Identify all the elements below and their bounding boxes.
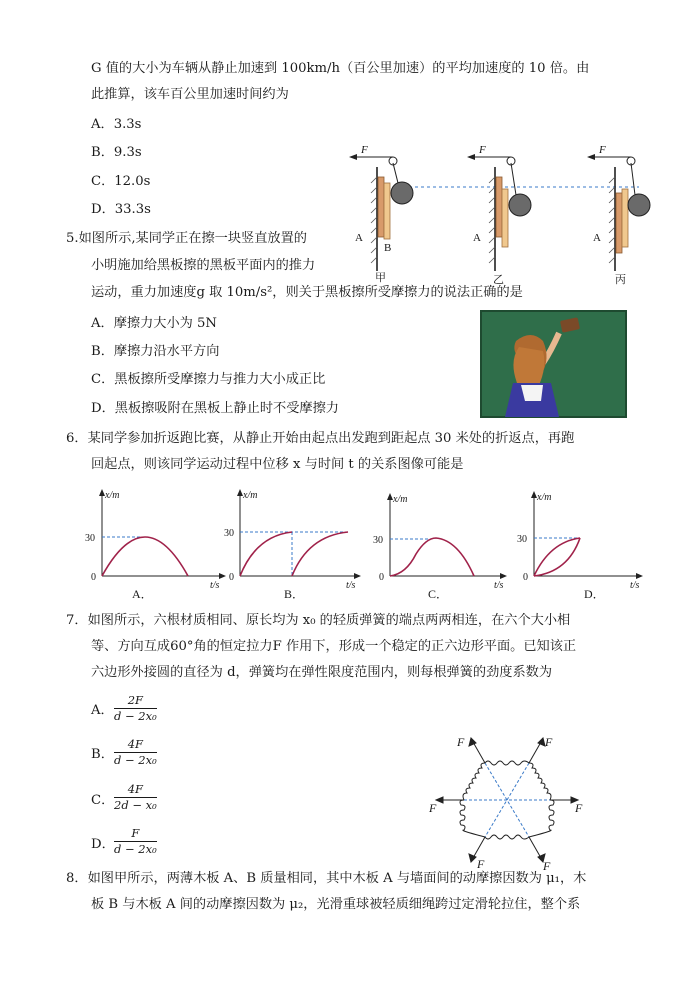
q7-option-a-fraction bbox=[114, 693, 157, 724]
panel-yi-force-label: F bbox=[479, 144, 486, 156]
graph-b-x-axis-label: t/s bbox=[346, 580, 356, 591]
panel-bing bbox=[587, 144, 650, 286]
q7-option-c-numerator: 4F bbox=[114, 782, 157, 798]
q5-option-c: C．黑板擦所受摩擦力与推力大小成正比 bbox=[91, 372, 326, 387]
q7-option-c-denominator: 2d − x₀ bbox=[114, 798, 157, 812]
hexagon-force-label-top-left: F bbox=[457, 735, 465, 749]
board-ball-figure bbox=[335, 143, 665, 286]
q7-option-c-fraction bbox=[114, 782, 157, 813]
graph-b bbox=[226, 488, 366, 600]
q5-text-line2: 小明施加给黑板擦的黑板平面内的推力 bbox=[91, 258, 316, 273]
q4-option-d: D．33.3s bbox=[91, 202, 151, 217]
q5-option-d: D．黑板擦吸附在黑板上静止时不受摩擦力 bbox=[91, 401, 339, 416]
q7-option-a-letter: A． bbox=[91, 703, 114, 718]
q7-option-d-denominator: d − 2x₀ bbox=[114, 842, 157, 856]
graph-c bbox=[373, 488, 516, 601]
panel-jia bbox=[349, 144, 413, 284]
q7-option-d-letter: D． bbox=[91, 837, 115, 852]
graph-d-y-tick: 30 bbox=[517, 534, 527, 545]
hexagon-force-label-bottom-right: F bbox=[543, 859, 551, 873]
q4-option-b: B．9.3s bbox=[91, 145, 142, 160]
hexagon-force-label-top-right: F bbox=[545, 735, 553, 749]
graph-c-x-axis-label: t/s bbox=[494, 580, 504, 591]
panel-jia-label-a: A bbox=[355, 232, 363, 244]
q4-option-a: A．3.3s bbox=[91, 117, 142, 132]
q7-option-d-fraction bbox=[114, 826, 157, 857]
q7-text-line2: 等、方向互成60°角的恒定拉力F 作用下，形成一个稳定的正六边形平面。已知该正 bbox=[91, 639, 577, 654]
graph-a-y-axis-label: x/m bbox=[105, 490, 120, 501]
graph-d-y-axis-label: x/m bbox=[537, 492, 552, 503]
q5-option-a: A．摩擦力大小为 5N bbox=[91, 316, 217, 331]
q8-text-line2: 板 B 与木板 A 间的动摩擦因数为 μ₂，光滑重球被轻质细绳跨过定滑轮拉住，整个系 bbox=[91, 897, 581, 912]
q7-option-d-numerator: F bbox=[114, 826, 157, 842]
q7-option-a-denominator: d − 2x₀ bbox=[114, 709, 157, 723]
q7-option-c-letter: C． bbox=[91, 793, 115, 808]
panel-jia-label-b: B bbox=[384, 242, 392, 254]
panel-bing-force-label: F bbox=[599, 144, 606, 156]
q7-option-b-numerator: 4F bbox=[114, 737, 157, 753]
q5-option-b: B．摩擦力沿水平方向 bbox=[91, 344, 220, 359]
graph-a-label: A． bbox=[132, 587, 153, 601]
q5-text-line3: 运动，重力加速度g 取 10m/s²，则关于黑板擦所受摩擦力的说法正确的是 bbox=[91, 285, 523, 300]
graph-a-origin: 0 bbox=[91, 572, 96, 583]
q6-text-line1: 6．某同学参加折返跑比赛，从静止开始由起点出发跑到距起点 30 米处的折返点，再跑 bbox=[66, 431, 575, 446]
hexagon-force-label-left: F bbox=[429, 801, 437, 815]
graph-b-y-tick: 30 bbox=[224, 528, 234, 539]
q7-option-b-fraction bbox=[114, 737, 157, 768]
graph-a bbox=[85, 488, 228, 601]
q4-option-c: C．12.0s bbox=[91, 174, 151, 189]
graph-b-label: B． bbox=[284, 587, 305, 601]
q4-text-line1: G 值的大小为车辆从静止加速到 100km/h（百公里加速）的平均加速度的 10 倍。由 bbox=[91, 61, 590, 76]
hexagon-force-label-bottom-left: F bbox=[477, 857, 485, 871]
panel-yi bbox=[467, 144, 531, 286]
graph-a-x-axis-label: t/s bbox=[210, 580, 220, 591]
graph-c-origin: 0 bbox=[379, 572, 384, 583]
q7-text-line1: 7．如图所示，六根材质相同、原长均为 x₀ 的轻质弹簧的端点两两相连，在六个大小相 bbox=[66, 613, 571, 628]
graph-d-x-axis-label: t/s bbox=[630, 580, 640, 591]
graph-d bbox=[517, 488, 660, 601]
panel-jia-label: 甲 bbox=[375, 272, 386, 284]
graph-a-y-tick: 30 bbox=[85, 533, 95, 544]
panel-jia-force-label: F bbox=[361, 144, 368, 156]
q7-option-b-denominator: d − 2x₀ bbox=[114, 753, 157, 767]
q7-text-line3: 六边形外接圆的直径为 d，弹簧均在弹性限度范围内，则每根弹簧的劲度系数为 bbox=[91, 665, 553, 680]
panel-yi-label-a: A bbox=[473, 232, 481, 244]
panel-bing-label-a: A bbox=[593, 232, 601, 244]
graph-c-label: C． bbox=[428, 587, 449, 601]
panel-yi-label: 乙 bbox=[493, 274, 504, 286]
q5-text-line1: 5.如图所示,某同学正在擦一块竖直放置的 bbox=[66, 231, 307, 246]
graph-b-y-axis-label: x/m bbox=[243, 490, 258, 501]
q7-option-b-letter: B． bbox=[91, 747, 114, 762]
graph-c-y-axis-label: x/m bbox=[393, 494, 408, 505]
blackboard-illustration bbox=[481, 311, 626, 417]
hexagon-spring-figure bbox=[425, 726, 595, 876]
graph-d-label: D． bbox=[584, 587, 605, 601]
graph-d-origin: 0 bbox=[523, 572, 528, 583]
hexagon-force-label-right: F bbox=[575, 801, 583, 815]
graph-c-y-tick: 30 bbox=[373, 535, 383, 546]
graph-b-origin: 0 bbox=[229, 572, 234, 583]
q7-option-a-numerator: 2F bbox=[114, 693, 157, 709]
q6-text-line2: 回起点，则该同学运动过程中位移 x 与时间 t 的关系图像可能是 bbox=[91, 457, 464, 472]
panel-bing-label: 丙 bbox=[615, 274, 626, 286]
q4-text-line2: 此推算，该车百公里加速时间约为 bbox=[91, 87, 289, 102]
q8-text-line1: 8．如图甲所示，两薄木板 A、B 质量相同，其中木板 A 与墙面间的动摩擦因数为 μ₁，木 bbox=[66, 871, 587, 886]
